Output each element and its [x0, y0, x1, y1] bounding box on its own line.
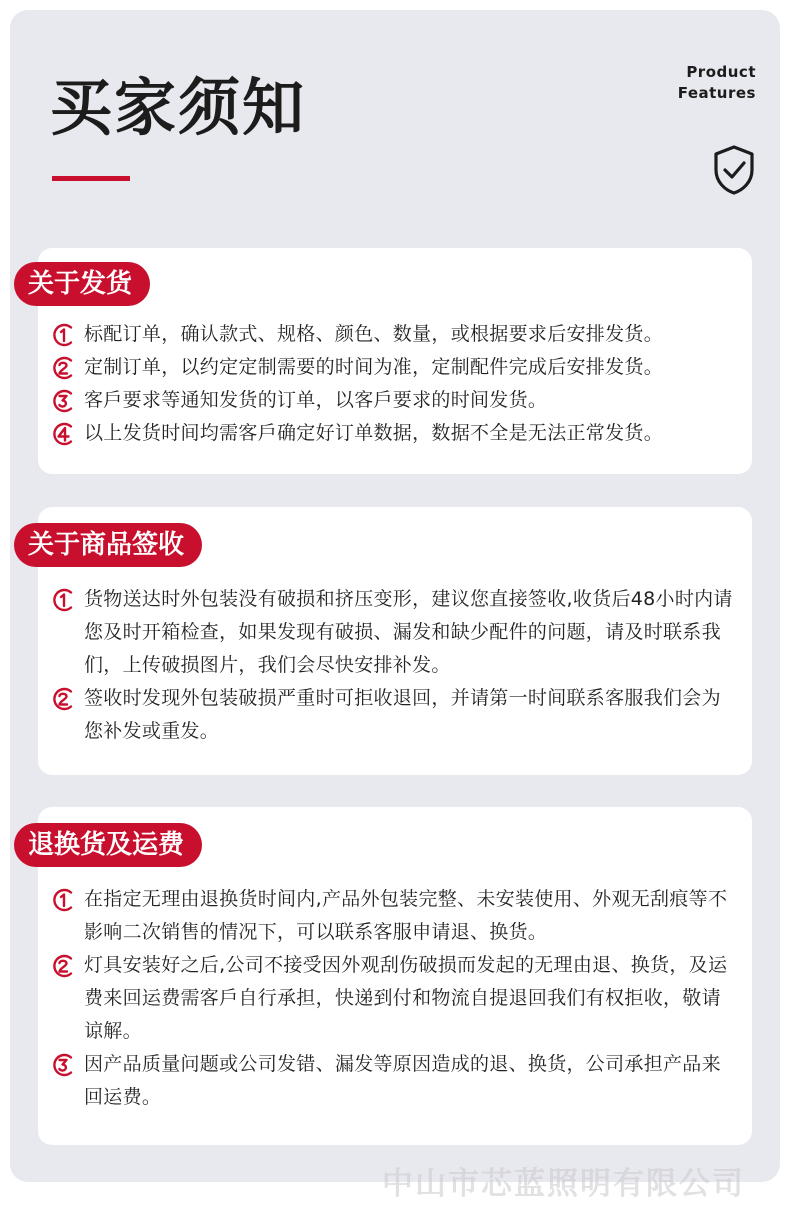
item-text: 定制订单，以约定定制需要的时间为准，定制配件完成后安排发货。 [84, 356, 664, 378]
subtitle-line-2: Features [677, 84, 756, 102]
section-tag-receipt: 关于商品签收 [14, 523, 202, 567]
list-item [50, 583, 738, 682]
item-text: 在指定无理由退换货时间内,产品外包装完整、未安装使用、外观无刮痕等不影响二次销售的情况下，可以联系客服申请退、换货。 [84, 888, 728, 943]
number-1-icon [50, 322, 76, 348]
item-text: 货物送达时外包装没有破损和挤压变形，建议您直接签收,收货后48小时内请您及时开箱检查，如果发现有破损、漏发和缺少配件的问题，请及时联系我们，上传破损图片，我们会尽快安排补发。 [84, 588, 733, 676]
number-1-icon [50, 887, 76, 913]
number-2-icon [50, 686, 76, 712]
subtitle-line-1: Product [686, 63, 756, 81]
item-text: 客戶要求等通知发货的订单，以客戶要求的时间发货。 [84, 389, 548, 411]
list-item [50, 949, 738, 1048]
list-item [50, 883, 738, 949]
section-tag-shipping: 关于发货 [14, 262, 150, 306]
subtitle [678, 62, 756, 104]
section-shipping [28, 248, 752, 474]
number-2-icon [50, 953, 76, 979]
shield-check-icon [712, 144, 756, 196]
title-underline [52, 176, 130, 181]
list-item [50, 384, 738, 417]
list-item [50, 318, 738, 351]
number-2-icon [50, 355, 76, 381]
item-text: 标配订单，确认款式、规格、颜色、数量，或根据要求后安排发货。 [84, 323, 664, 345]
number-3-icon [50, 388, 76, 414]
notice-panel [10, 10, 780, 1202]
item-text: 签收时发现外包装破损严重时可拒收退回，并请第一时间联系客服我们会为您补发或重发。 [84, 687, 721, 742]
list-item [50, 1048, 738, 1114]
item-text: 以上发货时间均需客戶确定好订单数据，数据不全是无法正常发货。 [84, 422, 664, 444]
number-3-icon [50, 1052, 76, 1078]
list-item [50, 351, 738, 384]
item-text: 灯具安装好之后,公司不接受因外观刮伤破损而发起的无理由退、换货，及运费来回运费需客戶自行承担，快递到付和物流自提退回我们有权拒收，敬请谅解。 [84, 954, 728, 1042]
section-tag-returns: 退换货及运费 [14, 823, 202, 867]
list-item [50, 682, 738, 748]
number-4-icon [50, 421, 76, 447]
number-1-icon [50, 587, 76, 613]
item-text: 因产品质量问题或公司发错、漏发等原因造成的退、换货，公司承担产品来回运费。 [84, 1053, 721, 1108]
list-item [50, 417, 738, 450]
company-watermark: 中山市芯蓝照明有限公司 [382, 1166, 745, 1202]
section-returns [28, 807, 752, 1145]
page-title: 买家须知 [50, 71, 307, 144]
section-receipt [28, 507, 752, 775]
